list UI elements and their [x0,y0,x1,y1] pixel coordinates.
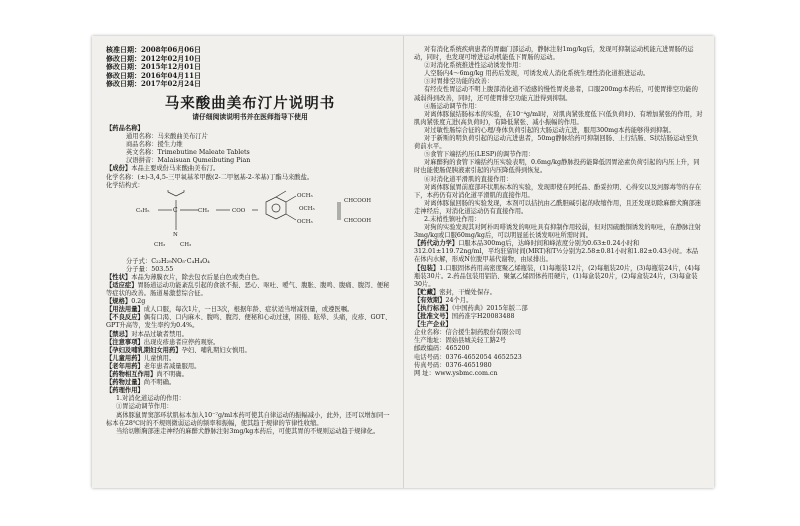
info-section [106,371,394,379]
pharmacology-paragraph: 对于新斯的明负荷引起的运动亢进患者，50mg静脉给药可抑制回肠、上行结肠、S状结肠运动至负荷前水平。 [414,135,699,151]
section-text: 《中国药典》2015年版二部 [451,305,528,312]
generic-name: 通用名称：马来酸曲美布汀片 [126,133,208,141]
pharmacology-paragraph: 对有消化系统疾病患者的胃幽门部运动，静脉注射1mg/kg后，发现可抑制运动机能亢进胃肠的运动，同时，也发现可增进运动机能低下胃肠的运动。 [414,46,694,62]
info-section [106,379,394,387]
section-text: 24个月。 [445,296,473,304]
group-label: OCH₃ [297,218,313,225]
drug-name-section [106,125,394,165]
group-label: COO [232,207,246,214]
pharmacology-paragraph: ①胃运动调节作用： [116,403,173,411]
section-text: 出现皮疹患者应停药观察。 [143,338,220,346]
document-subtitle: 请仔细阅读说明书并在医师指导下使用 [192,112,308,121]
revision-date: 修改日期：2016年04月11日 [106,70,201,80]
section-text: 对本品过敏者禁用。 [131,330,188,338]
info-section [106,274,394,282]
group-label: CH₂ [198,207,210,214]
group-label: CHCOOH [344,197,372,204]
group-label: C₂H₅ [136,207,150,214]
section-text: 偶有口渴、口内麻木、腹鸣、腹泻、便秘和心动过速，困倦、眩晕、头痛，皮疹、GOT、GPT升高等，发生率约为0.4%。 [106,314,392,330]
pharmacology-paragraph: 1.对消化道运动的作用： [116,395,185,403]
info-section [414,240,704,264]
structure-label: 化学结构式： [106,181,144,189]
pharmacology-paragraph: ③对胃排空功能的改善： [424,78,494,86]
section-label: 【药理作用】 [106,387,144,395]
group-label: CH₃ [154,241,166,248]
section-text: 本品主要成份马来酸曲美布汀。 [131,165,220,173]
document-title: 马来酸曲美布汀片说明书 [164,94,336,112]
company-info [414,329,704,378]
info-section [106,339,394,347]
right-sections [414,240,704,329]
english-name: 英文名称：Trimebutine Maleate Tablets [126,149,250,157]
pharmacology-paragraph: 人空肠内4～6mg/kg 用药后发现，可诱发成人消化系统生理性消化道推进运动。 [424,70,650,78]
pharmacology-paragraph: 对狗的实验发现其对阿朴吗啡诱发的呕吐具有抑制作用较弱，但对因硫酸铜诱发的呕吐，在静脉注射3mg/kg或口服60mg/kg后，可以明显延长诱发呕吐所需时间。 [414,224,702,240]
section-text: 胃肠道运动功能紊乱引起的食欲不振、恶心、呕吐、嗳气、腹胀、腹鸣、腹痛、腹泻、便秘等症状的改善。肠道易激惹综合征。 [106,282,390,298]
revision-date: 核准日期：2008年06月06日 [106,45,201,54]
structure-diagram [106,190,394,258]
section-label: 【规格】 [106,298,132,306]
section-text: 口服本品300mg后，达峰时间和峰浓度分别为0.63±0.24小时和312.01±119.72ng/ml，平均驻留时间(MRT)和T½分别为2.58±0.81小时和1.82±0.43小时。本品在体内水解，形成N位脱甲基代谢物，由尿排出。 [414,240,699,264]
leaflet-sheet [92,36,714,488]
pharmacology-paragraph: 对离体豚鼠回肠的实验发现，本剂可以拮抗由乙酰胆碱引起的收缩作用，且还发现切除麻醉犬胸部迷走神经后，对消化道运动仍有直接作用。 [414,199,702,215]
fold-line [403,36,404,488]
section-label: 【生产企业】 [414,321,452,329]
section-label: 【老年用药】 [106,362,144,370]
section-label: 【性状】 [106,273,132,281]
section-label: 【禁忌】 [106,330,132,338]
info-section [106,347,394,355]
section-text: 0.2g [131,298,146,306]
pharmacology-paragraph: ⑤食管下端括约压(LESP)的调节作用： [424,151,535,159]
group-label: OCH₃ [297,192,313,199]
pharmacology-paragraph: ⑥对消化道平滑肌的直接作用： [424,175,513,183]
section-text: 孕妇、哺乳期妇女慎用。 [181,346,251,354]
section-text: 老年患者减量服用。 [143,362,201,370]
left-column [106,46,394,436]
ingredients-section [106,165,394,273]
info-section [414,313,704,321]
company-phone: 电话号码：0376-4652054 4652523 [414,353,522,361]
pharmacology-paragraph: 有经皮性胃运动不明上腹部消化道不适感的慢性胃炎患者，口服200mg本药后，可使胃排空功能的减弱得到改善，同时，还可使胃排空功能亢进得到抑制。 [414,86,698,102]
section-label: 【孕妇及哺乳期妇女用药】 [106,346,182,354]
pharmacology-paragraph: 对麻醉狗的食管下端括约压实验表明，0.6mg/kg静脉投药能降低因胃泌素负荷引起的内压上升，同时也能使肠促胰液素引起的内压降低得到恢复。 [414,159,700,175]
section-label: 【有效期】 [414,296,446,304]
section-label: 【药物过量】 [106,379,144,387]
pharmacology-right [414,46,704,240]
pharmacology-paragraph: 2.末梢性镇吐作用： [424,215,481,223]
company-website: 网 址：www.ysbmc.com.cn [414,369,498,377]
molecular-weight: 分子量：503.55 [126,265,174,273]
section-text: 国药准字H20083488 [451,313,515,321]
section-label: 【批准文号】 [414,313,452,321]
revision-date: 修改日期：2015年12月01日 [106,62,201,72]
section-text: 1.口服固体药用高密度聚乙烯瓶装，(1)每瓶装12片，(2)每瓶装20片，(3)每瓶装24片，(4)每瓶装30片。2.药品包装用铝箔、聚氯乙烯固体药用硬片，(1)每盒装20片，(2)每盒装24片，(3)每盒装30片。 [414,264,701,288]
pharmacology-left [106,395,394,435]
section-label: 【执行标准】 [414,305,452,312]
section-label: 【适应症】 [106,282,138,289]
section-text: 儿童慎用。 [143,354,176,362]
carbon-label: C [173,206,178,214]
section-text: 尚不明确。 [156,371,188,379]
info-section [106,363,394,371]
revision-date: 修改日期：2012年02月10日 [106,53,201,63]
info-section [106,355,394,363]
pharmacology-paragraph: ④肠运动调节作用： [424,102,481,110]
left-sections [106,274,394,395]
brand-name: 商品名称：援生力维 [126,141,183,149]
info-section [414,289,704,297]
pharmacology-paragraph: 对离体豚鼠结肠标本的实验，在10⁻⁴g/ml时，对肌肉紧张度低下(低负荷时)、有增加紧张的作用，对肌肉紧张度亢进(高负荷时)，有降低紧张、减小振幅的作用。 [414,110,703,126]
molecular-formula: 分子式：C₂₂H₂₉NO₅·C₄H₄O₄ [126,257,210,265]
section-text: 尚不明确。 [143,379,176,387]
section-label: 【成份】 [106,165,132,173]
revision-date: 修改日期：2017年02月24日 [106,79,201,89]
structural-formula [106,190,394,258]
company-fax: 传真号码：0376-4651980 [414,361,492,369]
company-postal: 邮政编码：465200 [414,345,470,353]
section-label: 【用法用量】 [106,306,144,314]
section-label: 【药物相互作用】 [106,371,157,379]
section-label: 【药品名称】 [106,124,144,132]
pharmacology-paragraph: 离体豚鼠胃窦部环状肌标本加入10⁻⁷g/ml本药可使其自律运动的振幅减小，此外，还可以增加同一标本在28℃时的不规则微弱运动的频率和振幅，使其趋于规律的节律性收缩。 [106,411,390,427]
section-label: 【儿童用药】 [106,354,144,362]
section-label: 【包装】 [414,264,440,272]
group-label: N [173,231,178,238]
section-label: 【贮藏】 [414,288,440,296]
group-label: CH₃ [180,241,192,248]
pinyin-name: 汉语拼音：Malaisuan Qumeibuting Pian [126,157,251,165]
section-text: 密封，干燥处保存。 [439,288,496,296]
section-text: 本品为薄膜衣片，除去包衣后显白色或类白色。 [131,273,264,281]
info-section [106,331,394,339]
pharmacology-paragraph: ②对消化系统推进性运动诱发作用： [424,62,525,70]
pharmacology-paragraph: 对过敏性肠综合征的心理/身体负荷引起的大肠运动亢进，服用300mg本药能够得到抑制。 [424,126,675,134]
group-label: CHCOOH [344,217,372,224]
section-label: 【注意事项】 [106,338,144,346]
company-address: 生产地址：固始县城关轻工路2号 [414,337,507,345]
group-label: OCH₃ [299,205,315,212]
info-section [106,282,394,298]
chemical-name: 化学名称：(±)-3,4,5-三甲氧基苯甲酸(2-二甲氨基-2-苯基)丁酯马来酸盐。 [106,173,314,181]
pharmacology-paragraph: 当给切断胸部迷走神经的麻醉犬静脉注射3mg/kg本药后，可使其胃的不规则运动趋于规律化。 [116,427,380,435]
info-section [414,297,704,305]
info-section [414,265,704,289]
pharmacology-paragraph: 对离体豚鼠胃前庭部环状肌标本的实验，发现即使在阿托品、酚妥拉明、心得安以及河豚毒等的存在下，本药仍有对消化道平滑肌的直接作用。 [414,183,702,199]
company-name: 企业名称：信合援生制药股份有限公司 [414,329,522,337]
info-section [106,314,394,330]
section-label: 【药代动力学】 [414,240,459,248]
section-label: 【不良反应】 [106,314,144,322]
info-section [414,305,704,313]
revision-dates [106,46,394,89]
section-text: 成人口服，每次1片，一日3次，根据年龄、症状适当增减剂量，或遵医嘱。 [143,306,354,314]
right-column [414,46,704,378]
